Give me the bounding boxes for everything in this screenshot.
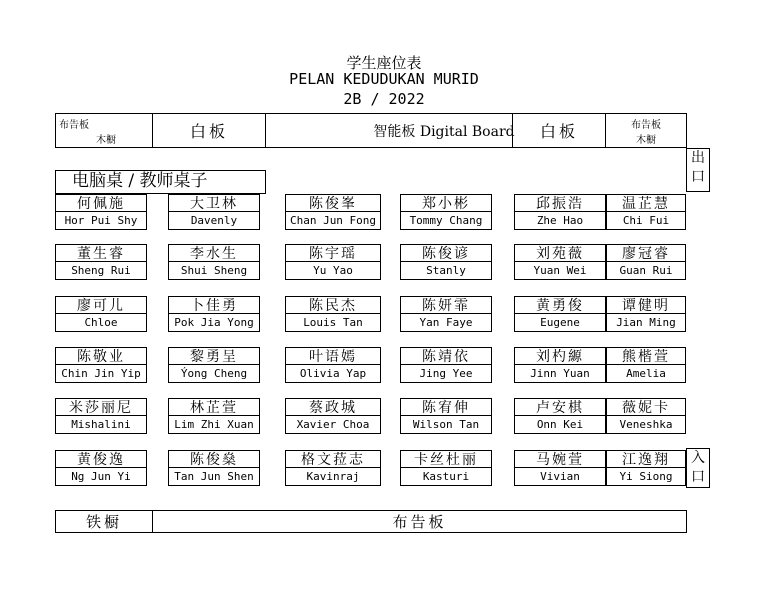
student-name-chinese: 廖冠睿 xyxy=(622,246,670,262)
student-name-chinese: 谭健明 xyxy=(622,298,670,314)
student-name-chinese: 刘杓縓 xyxy=(536,349,584,365)
left-noticeboard-label: 布告板 xyxy=(59,120,89,131)
seat xyxy=(606,296,686,332)
exit-char-2: 口 xyxy=(691,169,705,185)
student-name-english: Kasturi xyxy=(401,467,491,485)
student-name-english: Tommy Chang xyxy=(401,211,491,229)
student-name-chinese: 卡丝杜丽 xyxy=(414,452,478,468)
student-name-english: Veneshka xyxy=(607,415,685,433)
seat xyxy=(606,450,686,486)
seat xyxy=(400,450,492,486)
student-name-chinese: 董生睿 xyxy=(77,246,125,262)
exit-door xyxy=(686,148,710,192)
student-name-chinese: 陈敬业 xyxy=(77,349,125,365)
student-name-english: Chan Jun Fong xyxy=(286,211,380,229)
student-name-chinese: 薇妮卡 xyxy=(622,400,670,416)
student-name-english: Amelia xyxy=(607,364,685,382)
entrance-char-2: 口 xyxy=(691,469,705,485)
student-name-chinese: 陈宇瑶 xyxy=(309,246,357,262)
student-name-english: Pok Jia Yong xyxy=(169,313,259,331)
seat xyxy=(400,244,492,280)
rear-noticeboard: 布告板 xyxy=(392,513,447,531)
board-row xyxy=(55,113,687,148)
seat xyxy=(285,296,381,332)
seat xyxy=(400,296,492,332)
student-name-chinese: 陈靖依 xyxy=(422,349,470,365)
student-name-english: Jian Ming xyxy=(607,313,685,331)
student-name-english: Chi Fui xyxy=(607,211,685,229)
student-name-english: Ng Jun Yi xyxy=(56,467,146,485)
student-name-chinese: 熊楷萱 xyxy=(622,349,670,365)
smartboard: 智能板 Digital Board xyxy=(373,123,515,140)
student-name-chinese: 邱振浩 xyxy=(536,196,584,212)
right-cabinet-label: 木橱 xyxy=(636,135,656,146)
student-name-chinese: 米莎丽尼 xyxy=(69,400,133,416)
seat xyxy=(55,244,147,280)
student-name-english: Guan Rui xyxy=(607,261,685,279)
student-name-english: Yan Faye xyxy=(401,313,491,331)
seat xyxy=(285,398,381,434)
seat xyxy=(55,296,147,332)
seat xyxy=(55,398,147,434)
left-cabinet-label: 木橱 xyxy=(96,135,116,146)
student-name-english: Davenly xyxy=(169,211,259,229)
student-name-chinese: 陈俊峯 xyxy=(309,196,357,212)
whiteboard-right: 白板 xyxy=(539,122,578,141)
student-name-english: Yu Yao xyxy=(286,261,380,279)
title-malay: PELAN KEDUDUKAN MURID xyxy=(289,70,479,88)
seat xyxy=(606,244,686,280)
student-name-english: Mishalini xyxy=(56,415,146,433)
student-name-english: Ýong Cheng xyxy=(169,364,259,382)
student-name-english: Sheng Rui xyxy=(56,261,146,279)
entrance-door xyxy=(686,448,710,488)
student-name-english: Olivia Yap xyxy=(286,364,380,382)
student-name-chinese: 叶语嫣 xyxy=(309,349,357,365)
seat xyxy=(285,244,381,280)
student-name-english: Xavier Choa xyxy=(286,415,380,433)
seat xyxy=(168,244,260,280)
student-name-chinese: 陈妍霏 xyxy=(422,298,470,314)
student-name-english: Vivian xyxy=(515,467,605,485)
student-name-chinese: 江逸翔 xyxy=(622,452,670,468)
student-name-english: Hor Pui Shy xyxy=(56,211,146,229)
seat xyxy=(55,450,147,486)
student-name-chinese: 林芷萱 xyxy=(190,400,238,416)
seat xyxy=(606,194,686,230)
student-name-chinese: 陈民杰 xyxy=(309,298,357,314)
student-name-chinese: 黎勇呈 xyxy=(190,349,238,365)
seat xyxy=(400,347,492,383)
student-name-chinese: 郑小彬 xyxy=(422,196,470,212)
seat xyxy=(55,347,147,383)
seat xyxy=(285,347,381,383)
student-name-english: Zhe Hao xyxy=(515,211,605,229)
seat xyxy=(514,347,606,383)
whiteboard-left: 白板 xyxy=(189,122,228,141)
iron-cabinet: 铁橱 xyxy=(85,513,122,531)
seat xyxy=(606,347,686,383)
student-name-english: Louis Tan xyxy=(286,313,380,331)
student-name-english: Chloe xyxy=(56,313,146,331)
student-name-english: Tan Jun Shen xyxy=(169,467,259,485)
student-name-chinese: 格文菈志 xyxy=(301,452,365,468)
footer-row xyxy=(55,510,687,533)
seat xyxy=(285,450,381,486)
right-noticeboard-label: 布告板 xyxy=(631,120,661,131)
student-name-chinese: 陈俊燊 xyxy=(190,452,238,468)
student-name-chinese: 蔡政城 xyxy=(309,400,357,416)
student-name-english: Kavinraj xyxy=(286,467,380,485)
seat xyxy=(400,194,492,230)
title-chinese: 学生座位表 xyxy=(346,54,422,72)
student-name-english: Jing Yee xyxy=(401,364,491,382)
student-name-chinese: 刘苑薇 xyxy=(536,246,584,262)
seat xyxy=(400,398,492,434)
seat xyxy=(168,347,260,383)
student-name-english: Stanly xyxy=(401,261,491,279)
seat xyxy=(168,398,260,434)
student-name-chinese: 温芷慧 xyxy=(622,196,670,212)
seat xyxy=(514,398,606,434)
exit-char-1: 出 xyxy=(691,150,705,166)
student-name-chinese: 陈俊谚 xyxy=(422,246,470,262)
student-name-english: Jinn Yuan xyxy=(515,364,605,382)
student-name-chinese: 李水生 xyxy=(190,246,238,262)
seat xyxy=(514,296,606,332)
student-name-english: Lim Zhi Xuan xyxy=(169,415,259,433)
seat xyxy=(55,194,147,230)
student-name-chinese: 马婉萱 xyxy=(536,452,584,468)
student-name-chinese: 陈宥伸 xyxy=(422,400,470,416)
student-name-english: Shui Sheng xyxy=(169,261,259,279)
student-name-english: Wilson Tan xyxy=(401,415,491,433)
student-name-chinese: 黄勇俊 xyxy=(536,298,584,314)
student-name-english: Onn Kei xyxy=(515,415,605,433)
student-name-chinese: 卢安棋 xyxy=(536,400,584,416)
seat xyxy=(514,194,606,230)
class-year: 2B / 2022 xyxy=(343,90,425,108)
student-name-english: Yi Siong xyxy=(607,467,685,485)
seat xyxy=(514,450,606,486)
student-name-english: Eugene xyxy=(515,313,605,331)
entrance-char-1: 入 xyxy=(691,450,705,466)
seat xyxy=(514,244,606,280)
seat xyxy=(168,296,260,332)
student-name-chinese: 何佩施 xyxy=(77,196,125,212)
student-name-chinese: 廖可儿 xyxy=(77,298,125,314)
seat xyxy=(606,398,686,434)
seat xyxy=(168,450,260,486)
teacher-desk: 电脑桌 / 教师桌子 xyxy=(55,170,266,194)
student-name-chinese: 黄俊逸 xyxy=(77,452,125,468)
student-name-chinese: 大卫林 xyxy=(190,196,238,212)
student-name-english: Chin Jin Yip xyxy=(56,364,146,382)
seat xyxy=(285,194,381,230)
student-name-chinese: 卜佳勇 xyxy=(190,298,238,314)
student-name-english: Yuan Wei xyxy=(515,261,605,279)
seat xyxy=(168,194,260,230)
